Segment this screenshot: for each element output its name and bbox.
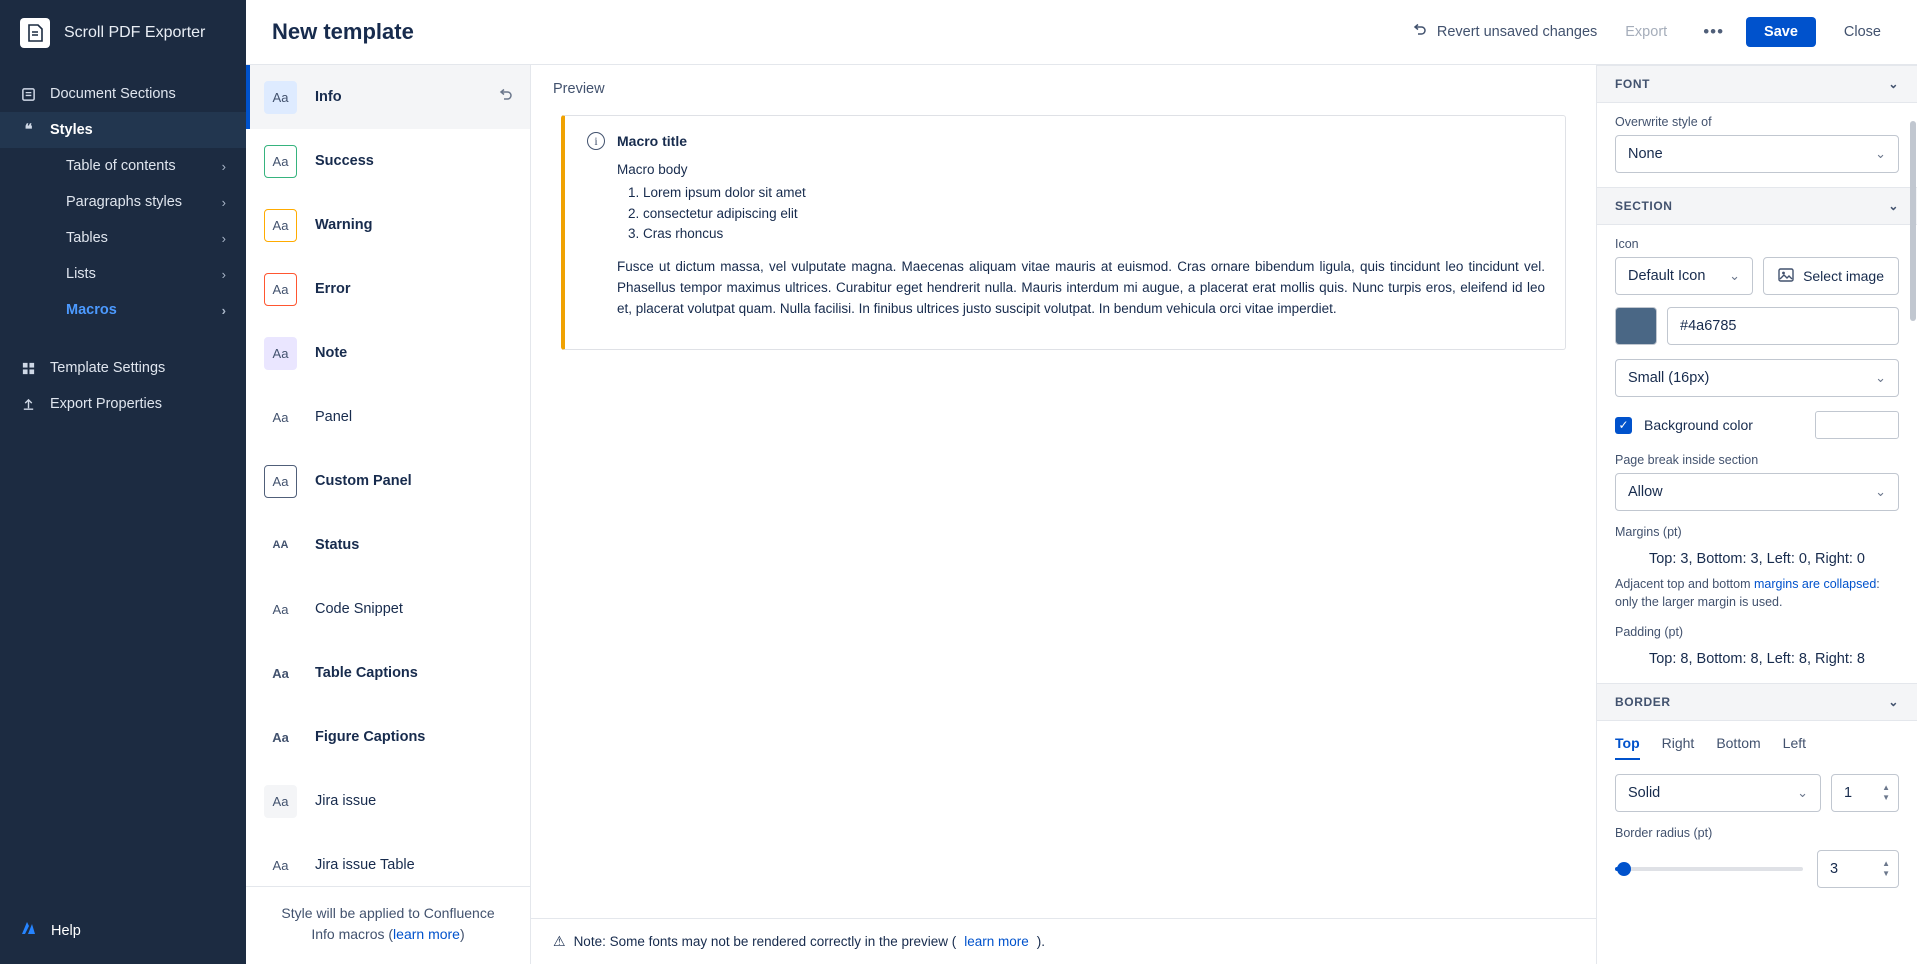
page-break-value: Allow — [1628, 484, 1663, 500]
style-label: Success — [315, 153, 374, 169]
icon-label: Icon — [1615, 237, 1639, 251]
app-logo-icon — [20, 18, 50, 48]
grid-icon — [20, 361, 37, 376]
icon-color-input[interactable]: #4a6785 — [1667, 307, 1899, 345]
style-swatch: AA — [272, 539, 289, 551]
sidebar-item-table-of-contents[interactable] — [0, 148, 246, 184]
chevron-down-icon: ⌄ — [1797, 785, 1808, 801]
chevron-down-icon: ⌄ — [1888, 199, 1899, 213]
margins-label: Margins (pt) — [1615, 525, 1682, 539]
macro-body — [587, 160, 1545, 319]
preview-heading: Preview — [553, 81, 605, 97]
export-button[interactable]: Export — [1611, 17, 1681, 47]
style-label: Panel — [315, 409, 353, 425]
style-swatch: Aa — [264, 81, 297, 114]
style-item-jira-issue[interactable] — [246, 769, 530, 833]
style-swatch: Aa — [272, 665, 289, 681]
background-color-swatch[interactable] — [1815, 411, 1899, 439]
style-label: Figure Captions — [315, 729, 426, 745]
sidebar-item-lists[interactable] — [0, 256, 246, 292]
border-radius-value: 3 — [1830, 861, 1839, 878]
slider-knob[interactable] — [1617, 862, 1631, 876]
border-radius-slider[interactable] — [1615, 867, 1803, 871]
style-item-panel[interactable] — [246, 385, 530, 449]
border-radius-input[interactable] — [1817, 850, 1899, 888]
style-item-success[interactable] — [246, 129, 530, 193]
save-button[interactable]: Save — [1746, 17, 1816, 47]
macro-title: Macro title — [617, 133, 688, 149]
section-section-header[interactable] — [1597, 187, 1917, 225]
sidebar-subitem-label: Table of contents — [66, 158, 176, 174]
styles-list — [246, 65, 530, 886]
section-section-body — [1597, 225, 1917, 683]
overwrite-style-value: None — [1628, 146, 1663, 162]
tab-border-right[interactable]: Right — [1661, 735, 1695, 752]
sidebar-item-macros[interactable] — [0, 292, 246, 328]
style-label: Jira issue — [315, 793, 377, 809]
style-swatch: Aa — [272, 409, 289, 425]
tab-border-left[interactable]: Left — [1782, 735, 1807, 752]
margins-hint — [1615, 575, 1899, 611]
sidebar-item-label: Styles — [50, 122, 93, 138]
style-label: Info — [315, 89, 342, 105]
style-item-jira-issue-table[interactable] — [246, 833, 530, 886]
style-label: Custom Panel — [315, 473, 412, 489]
border-section-body — [1597, 721, 1917, 902]
style-label: Status — [315, 537, 360, 553]
sidebar-item-template-settings[interactable] — [0, 350, 246, 386]
preview-footer-note — [531, 918, 1596, 964]
tab-border-top[interactable]: Top — [1615, 735, 1640, 760]
chevron-down-icon: ⌄ — [1888, 695, 1899, 710]
main-area — [246, 0, 1917, 964]
style-swatch: Aa — [264, 209, 297, 242]
properties-scrollbar[interactable] — [1910, 121, 1916, 321]
style-label: Code Snippet — [315, 601, 403, 617]
background-color-label: Background color — [1644, 417, 1753, 433]
select-image-label: Select image — [1803, 268, 1884, 284]
more-options-button[interactable]: ••• — [1695, 15, 1732, 49]
style-label: Warning — [315, 217, 373, 233]
chevron-down-icon: ⌄ — [1888, 77, 1899, 91]
macro-paragraph: Fusce ut dictum massa, vel vulputate magna. Maecenas aliquam vitae mauris at euismod. Cras ornare bibendum ligula, quis tincidunt leo tincidunt vel. Phasellus tempor maximus ultrices. Curabitur eget hendrerit nulla. Mauris interdum mi augue, a placerat erat mollis quis. Nunc turpis eros, eleifend id leo et, placerat volutpat quam. Nulla facilisi. In finibus ultrices justo suscipit volutpat. In bendum vehicula orci vitae imperdiet. — [617, 259, 1545, 317]
warning-icon: ⚠ — [553, 933, 566, 949]
icon-select-value: Default Icon — [1628, 268, 1706, 284]
style-item-status[interactable] — [246, 513, 530, 577]
border-style-value: Solid — [1628, 785, 1661, 802]
sidebar — [0, 0, 246, 964]
style-label: Error — [315, 281, 351, 297]
overwrite-style-label: Overwrite style of — [1615, 115, 1712, 129]
style-label: Jira issue Table — [315, 857, 415, 873]
sidebar-subitem-label: Paragraphs styles — [66, 194, 183, 210]
background-color-row — [1615, 411, 1899, 439]
styles-footer-line1: Style will be applied to Confluence — [281, 905, 495, 922]
top-bar — [246, 0, 1917, 65]
styles-panel — [246, 65, 531, 964]
sidebar-item-document-sections[interactable] — [0, 76, 246, 112]
sidebar-subitem-label: Macros — [66, 302, 117, 318]
icon-row — [1615, 257, 1899, 295]
style-swatch: Aa — [264, 273, 297, 306]
icon-size-select[interactable] — [1615, 359, 1899, 397]
styles-footer — [246, 886, 530, 964]
icon-size-value: Small (16px) — [1628, 370, 1710, 386]
sidebar-item-label: Export Properties — [50, 396, 163, 412]
brand-title: Scroll PDF Exporter — [64, 24, 206, 41]
tab-border-bottom[interactable]: Bottom — [1716, 735, 1761, 752]
atlassian-icon — [20, 920, 38, 942]
preview-note-text: Note: Some fonts may not be rendered correctly in the preview ( — [573, 934, 957, 949]
style-swatch: Aa — [264, 785, 297, 818]
chevron-down-icon: ⌄ — [1729, 268, 1741, 283]
macro-list — [617, 183, 1545, 244]
border-radius-row — [1615, 850, 1899, 888]
style-swatch: Aa — [264, 337, 297, 370]
brand — [0, 0, 246, 68]
background-color-checkbox[interactable]: ✓ — [1615, 417, 1632, 434]
border-section-title: BORDER — [1615, 695, 1671, 710]
sidebar-item-export-properties[interactable] — [0, 386, 246, 422]
image-icon — [1778, 268, 1794, 285]
macro-title-row — [587, 132, 1545, 150]
preview-body — [531, 109, 1596, 918]
icon-color-row — [1615, 307, 1899, 345]
sidebar-item-tables[interactable] — [0, 220, 246, 256]
border-width-value: 1 — [1843, 785, 1853, 802]
help-label: Help — [51, 923, 81, 939]
font-section-body — [1597, 103, 1917, 187]
border-style-select[interactable] — [1615, 774, 1821, 812]
styles-footer-line3: ) — [459, 925, 465, 942]
document-icon — [20, 87, 37, 102]
sidebar-item-label: Document Sections — [50, 86, 176, 102]
revert-unsaved-changes-button[interactable] — [1412, 22, 1597, 42]
chevron-right-icon: › — [221, 302, 226, 318]
chevron-down-icon: ⌄ — [1875, 484, 1886, 499]
revert-label: Revert unsaved changes — [1436, 24, 1598, 40]
chevron-right-icon: › — [221, 158, 226, 174]
sidebar-subitem-label: Tables — [66, 230, 108, 246]
icon-select[interactable] — [1615, 257, 1753, 295]
info-icon: i — [587, 132, 605, 150]
style-label: Table Captions — [315, 665, 418, 681]
style-swatch: Aa — [272, 601, 289, 617]
style-item-table-captions[interactable] — [246, 641, 530, 705]
help-button[interactable] — [0, 904, 246, 964]
topbar-actions — [1412, 15, 1895, 49]
padding-value[interactable]: Top: 8, Bottom: 8, Left: 8, Right: 8 — [1648, 651, 1865, 668]
style-item-note[interactable] — [246, 321, 530, 385]
sidebar-subitem-label: Lists — [66, 266, 96, 282]
styles-footer-learn-more-link[interactable]: learn more — [393, 925, 460, 942]
close-button[interactable]: Close — [1830, 17, 1895, 47]
select-image-button[interactable] — [1763, 257, 1899, 295]
style-item-warning[interactable] — [246, 193, 530, 257]
border-style-row — [1615, 774, 1899, 812]
style-item-figure-captions[interactable] — [246, 705, 530, 769]
content-row — [246, 65, 1917, 964]
properties-scroll-area — [1597, 65, 1917, 964]
list-item: 2. consectetur adipiscing elit — [643, 204, 1545, 224]
sidebar-nav — [0, 76, 246, 422]
border-width-input[interactable] — [1831, 774, 1899, 812]
border-section-header[interactable] — [1597, 683, 1917, 721]
stepper-icon[interactable]: ▲ ▼ — [1882, 859, 1890, 879]
section-section-title: SECTION — [1615, 199, 1673, 213]
style-swatch: Aa — [272, 729, 289, 745]
list-item: 3. Cras rhoncus — [643, 224, 1545, 244]
margins-hint-2: : only the larger margin is used. — [1615, 577, 1880, 610]
margins-hint-1: Adjacent top and bottom — [1615, 577, 1754, 591]
overwrite-style-select[interactable] — [1615, 135, 1899, 173]
chevron-right-icon: › — [221, 266, 226, 282]
icon-color-swatch[interactable] — [1615, 307, 1657, 345]
undo-icon — [1412, 22, 1428, 42]
page-title: New template — [272, 19, 414, 44]
sidebar-item-styles[interactable] — [0, 112, 246, 148]
font-section-title: FONT — [1615, 77, 1651, 91]
style-item-info[interactable] — [246, 65, 530, 129]
macro-preview-card — [561, 115, 1566, 350]
style-item-error[interactable] — [246, 257, 530, 321]
style-swatch: Aa — [264, 465, 297, 498]
page-break-select[interactable] — [1615, 473, 1899, 511]
border-side-tabs — [1615, 733, 1899, 760]
preview-note-end: ). — [1036, 934, 1046, 949]
preview-learn-more-link[interactable]: learn more — [964, 934, 1029, 949]
stepper-icon[interactable]: ▲ ▼ — [1882, 783, 1890, 803]
sidebar-item-label: Template Settings — [50, 360, 166, 376]
style-swatch: Aa — [272, 857, 289, 873]
style-item-code-snippet[interactable] — [246, 577, 530, 641]
list-item: 1. Lorem ipsum dolor sit amet — [643, 183, 1545, 203]
properties-panel — [1597, 65, 1917, 964]
border-radius-label: Border radius (pt) — [1615, 826, 1713, 841]
reset-style-icon[interactable] — [498, 87, 514, 107]
margins-value[interactable]: Top: 3, Bottom: 3, Left: 0, Right: 0 — [1648, 551, 1865, 567]
preview-panel — [531, 65, 1597, 964]
chevron-down-icon: ⌄ — [1875, 370, 1886, 385]
chevron-down-icon: ⌄ — [1875, 146, 1886, 161]
margins-collapsed-link[interactable]: margins are collapsed — [1753, 577, 1877, 591]
font-section-header[interactable] — [1597, 65, 1917, 103]
quote-icon: ❝ — [24, 122, 33, 138]
upload-icon — [20, 397, 37, 412]
style-swatch: Aa — [264, 145, 297, 178]
page-break-label: Page break inside section — [1615, 453, 1759, 467]
style-label: Note — [315, 345, 348, 361]
nav-spacer — [0, 328, 246, 350]
styles-footer-line2: Info macros ( — [311, 925, 394, 942]
macro-body-label: Macro body — [617, 162, 688, 177]
padding-label: Padding (pt) — [1615, 625, 1684, 640]
chevron-right-icon: › — [221, 194, 226, 210]
chevron-right-icon: › — [221, 230, 226, 246]
sidebar-item-paragraphs-styles[interactable] — [0, 184, 246, 220]
style-item-custom-panel[interactable] — [246, 449, 530, 513]
